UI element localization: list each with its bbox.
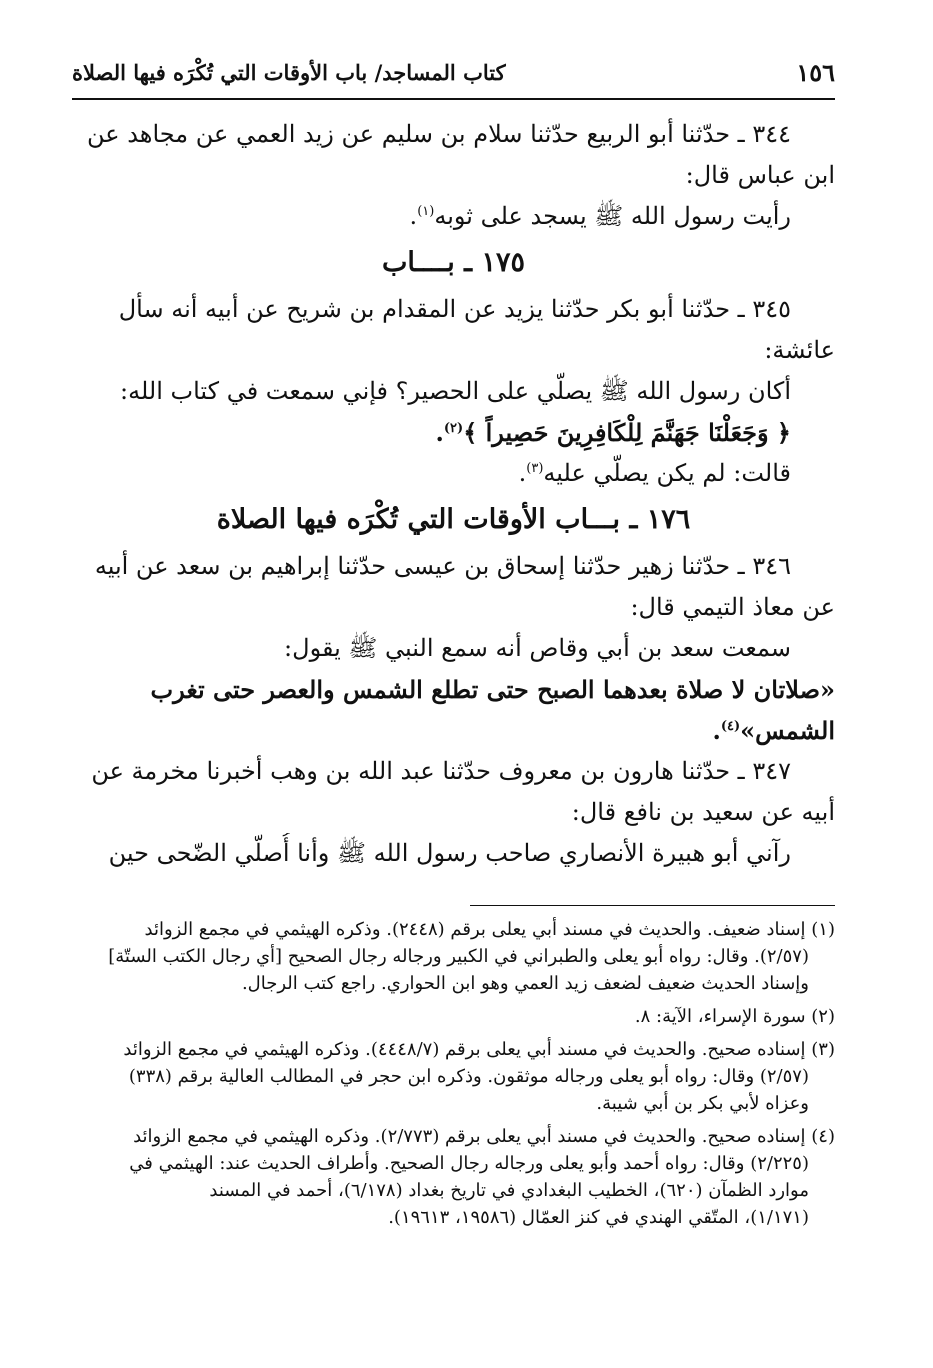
quran-verse [72, 412, 835, 453]
footnote-ref-2[interactable]: (٢) [443, 421, 464, 436]
footnote-2-line: (٢) سورة الإسراء، الآية: ٨. [634, 1006, 835, 1027]
footnote-ref-4[interactable]: (٤) [720, 719, 741, 734]
quran-verse-text: ﴿ وَجَعَلْنَا جَهَنَّمَ لِلْكَافِرِينَ حَصِيراً ﴾ [463, 418, 791, 447]
hadith-345-line-5 [72, 453, 835, 494]
footnote-3-line: (٣) إسناده صحيح. والحديث في مسند أبي يعلى برقم (٤٤٤٨/٧). وذكره الهيثمي في مجمع الزوائد [123, 1039, 835, 1060]
footnote-4-line: (٤) إسناده صحيح. والحديث في مسند أبي يعلى برقم (٢/٧٧٣). وذكره الهيثمي في مجمع الزوائد [133, 1126, 835, 1147]
chapter-heading-176: ١٧٦ ـ بـــاب الأوقات التي تُكْرَه فيها الصلاة [216, 504, 691, 535]
page-header [72, 50, 835, 98]
hadith-344-text: رأيت رسول الله ﷺ يسجد على ثوبه [434, 202, 791, 230]
hadith-346-line-5 [72, 710, 835, 751]
footnote-1-line: (١) إسناد ضعيف. والحديث في مسند أبي يعلى برقم (٢٤٤٨). وذكره الهيثمي في مجمع الزوائد [144, 919, 835, 940]
footnotes [72, 916, 835, 1231]
running-title: كتاب المساجد/ باب الأوقات التي تُكْرَه فيها الصلاة [72, 60, 506, 85]
hadith-344-line-3 [72, 196, 835, 237]
hadith-345-line-3: أكان رسول الله ﷺ يصلّي على الحصير؟ فإني سمعت في كتاب الله: [119, 377, 791, 405]
header-divider [72, 98, 835, 100]
hadith-346-line-1: ٣٤٦ ـ حدّثنا زهير حدّثنا إسحاق بن عيسى حدّثنا إبراهيم بن سعد عن أبيه [94, 552, 791, 580]
period: . [435, 418, 444, 447]
footnote-3-line: (٢/٥٧) وقال: رواه أبو يعلى ورجاله موثقون. وذكره ابن حجر في المطالب العالية برقم (٣٣٨) [128, 1066, 809, 1087]
hadith-347-line-1: ٣٤٧ ـ حدّثنا هارون بن معروف حدّثنا عبد الله بن وهب أخبرنا مخرمة عن [91, 757, 791, 785]
period: . [409, 202, 418, 230]
hadith-346-line-2: عن معاذ التيمي قال: [630, 593, 835, 621]
hadith-346-end: الشمس» [740, 716, 835, 745]
footnote-4-line: (٢/٢٢٥) وقال: رواه أحمد وأبو يعلى ورجاله رجال الصحيح. وأطراف الحديث عند: الهيثمي في [129, 1153, 809, 1174]
footnote-ref-3[interactable]: (٣) [526, 461, 544, 476]
hadith-344-line-1: ٣٤٤ ـ حدّثنا أبو الربيع حدّثنا سلام بن سليم عن زيد العمي عن مجاهد عن [86, 120, 791, 148]
footnote-4-line: (١/١٧١)، المتّقي الهندي في كنز العمّال (١٩٥٨٦، ١٩٦١٣). [388, 1207, 809, 1228]
hadith-344-line-2: ابن عباس قال: [685, 161, 835, 189]
footnote-3-line: وعزاه لأبي بكر بن أبي شيبة. [596, 1093, 809, 1114]
hadith-347-line-2: أبيه عن سعيد بن نافع قال: [571, 798, 835, 826]
period: . [518, 459, 527, 487]
hadith-345-line-1: ٣٤٥ ـ حدّثنا أبو بكر حدّثنا يزيد عن المقدام بن شريح عن أبيه أنه سأل [118, 295, 791, 323]
footnote-1-line: وإسناد الحديث ضعيف لضعف زيد العمي وهو ابن الحواري. راجع كتب الرجال. [241, 973, 809, 994]
hadith-345-line-2: عائشة: [764, 336, 835, 364]
hadith-346-line-3: سمعت سعد بن أبي وقاص أنه سمع النبي ﷺ يقول: [284, 634, 791, 662]
footnote-divider [470, 905, 835, 906]
footnote-ref-1[interactable]: (١) [417, 204, 435, 219]
footnote-4-line: موارد الظمآن (٦٢٠)، الخطيب البغدادي في تاريخ بغداد (٦/١٧٨)، أحمد في المسند [209, 1180, 809, 1201]
chapter-heading-175: ١٧٥ ـ بــــاب [381, 247, 526, 278]
hadith-345-answer: قالت: لم يكن يصلّي عليه [543, 459, 791, 487]
main-text [72, 114, 835, 874]
period: . [712, 716, 721, 745]
hadith-346-line-4: «صلاتان لا صلاة بعدهما الصبح حتى تطلع الشمس والعصر حتى تغرب [150, 675, 835, 704]
footnote-1-line: (٢/٥٧). وقال: رواه أبو يعلى والطبراني في الكبير ورجاله رجال الصحيح [أي رجال الكتب الستّة] [108, 946, 809, 967]
hadith-347-line-3: رآني أبو هبيرة الأنصاري صاحب رسول الله ﷺ وأنا أُصلّي الضّحى حين [108, 839, 791, 867]
page-number: ١٥٦ [796, 58, 835, 87]
